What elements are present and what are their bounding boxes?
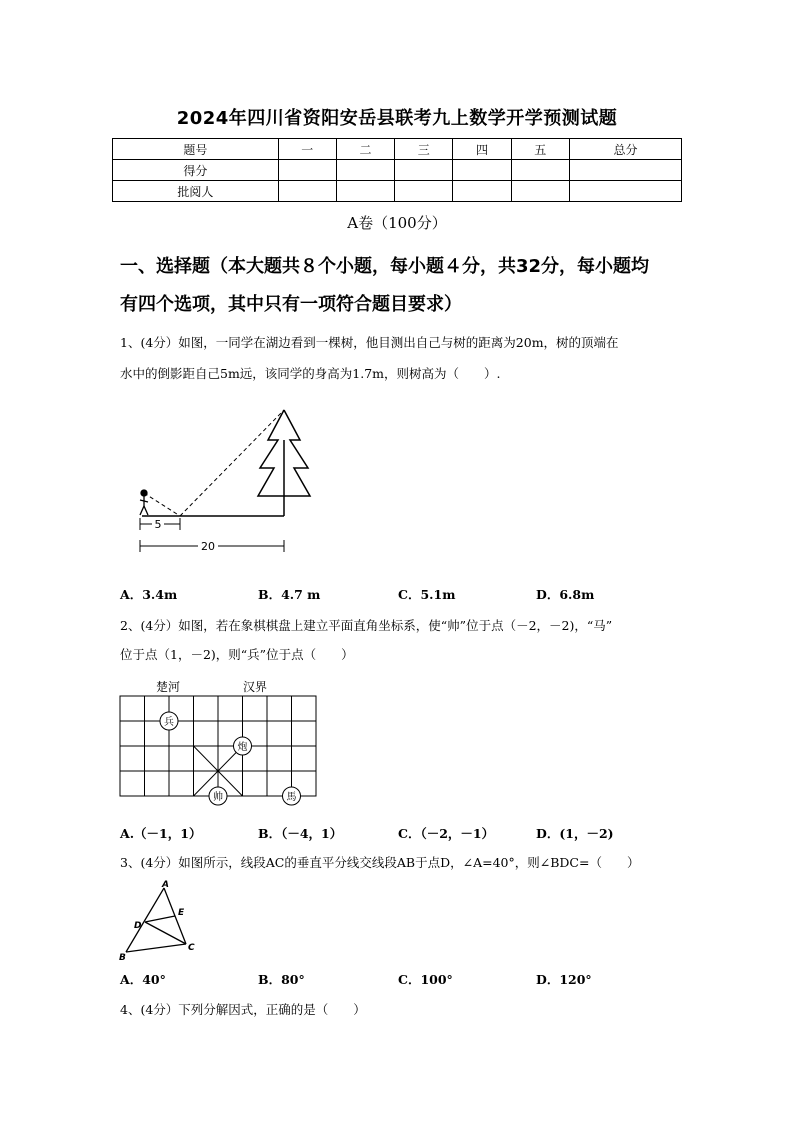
score-header-cell: 五 [511,139,569,160]
q1-option-a[interactable]: A．3.4m [120,587,178,602]
piece-ma-label: 馬 [286,792,297,803]
score-cell [278,181,336,202]
score-header-cell: 三 [395,139,453,160]
score-table [112,138,682,202]
q3-option-b[interactable]: B．80° [258,972,305,987]
score-table-row [113,181,682,202]
tree-figure [258,410,310,516]
q2-option-c[interactable]: C．（－2，－1） [398,826,495,841]
board-label-hanjie: 汉界 [242,680,268,694]
q2-option-a[interactable]: A.（－1，1） [120,826,202,841]
q2-option-b[interactable]: B．（－4，1） [258,826,343,841]
part1-title-line2: 有四个选项，其中只有一项符合题目要求） [120,294,462,315]
score-cell [278,160,336,181]
dim-label-20: 20 [201,540,215,553]
score-header-cell: 总分 [569,139,681,160]
q3-option-d[interactable]: D．120° [536,972,592,987]
triangle-lines [126,888,186,952]
q1-text-line2: 水中的倒影距自己5m远，该同学的身高为1.7m，则树高为（ ）. [120,366,501,381]
score-cell [511,160,569,181]
piece-pao-label: 炮 [237,742,248,753]
piece-shuai-label: 帅 [213,792,223,803]
q1-option-d[interactable]: D．6.8m [536,587,595,602]
q1-text-line1: 1、(4分）如图，一同学在湖边看到一棵树，他目测出自己与树的距离为20m，树的顶端在 [120,335,619,350]
point-label-b: B [119,953,126,963]
board-grid [120,696,316,796]
point-label-d: D [134,921,142,931]
q2-text-line1: 2、(4分）如图，若在象棋棋盘上建立平面直角坐标系，使“帅”位于点（－2，－2)，“马” [120,618,613,633]
score-cell [569,181,681,202]
q2-chess-board [112,676,324,808]
score-cell [453,160,511,181]
section-a-heading: A卷（100分） [347,214,447,232]
score-table-row [113,160,682,181]
score-header-cell: 题号 [113,139,279,160]
point-label-c: C [188,943,195,953]
score-table-header-row [113,139,682,160]
q3-text-line1: 3、(4分）如图所示，线段AC的垂直平分线交线段AB于点D，∠A=40°，则∠BDC=（ ） [120,855,640,870]
score-cell [453,181,511,202]
dim-label-5: 5 [154,518,162,531]
q3-triangle-figure [114,878,204,964]
score-cell [336,160,394,181]
page-title: 2024年四川省资阳安岳县联考九上数学开学预测试题 [176,108,618,129]
piece-ma [283,787,301,805]
point-label-a: A [162,880,169,890]
q3-option-a[interactable]: A．40° [120,972,166,987]
person-figure [140,490,148,515]
piece-bing [160,712,178,730]
score-header-cell: 一 [278,139,336,160]
q1-figure [128,400,318,560]
score-cell [336,181,394,202]
piece-pao [234,737,252,755]
q4-text-line1: 4、(4分）下列分解因式，正确的是（ ） [120,1002,366,1017]
piece-shuai [209,787,227,805]
score-header-cell: 二 [336,139,394,160]
score-row-label: 批阅人 [113,181,279,202]
score-row-label: 得分 [113,160,279,181]
sight-line-short [144,493,180,516]
score-cell [395,181,453,202]
score-header-cell: 四 [453,139,511,160]
q2-text-line2: 位于点（1，－2)，则“兵”位于点（ ） [120,647,354,662]
q1-option-b[interactable]: B．4.7 m [258,587,321,602]
q1-option-c[interactable]: C．5.1m [398,587,456,602]
board-label-chuhe: 楚河 [155,680,181,694]
q2-option-d[interactable]: D．(1，－2) [536,826,614,841]
score-cell [395,160,453,181]
q3-option-c[interactable]: C．100° [398,972,453,987]
score-cell [569,160,681,181]
score-cell [511,181,569,202]
piece-bing-label: 兵 [164,717,174,728]
point-label-e: E [178,908,185,918]
sight-line-long [180,410,284,516]
part1-title-line1: 一、选择题（本大题共８个小题，每小题４分，共32分，每小题均 [120,256,650,277]
